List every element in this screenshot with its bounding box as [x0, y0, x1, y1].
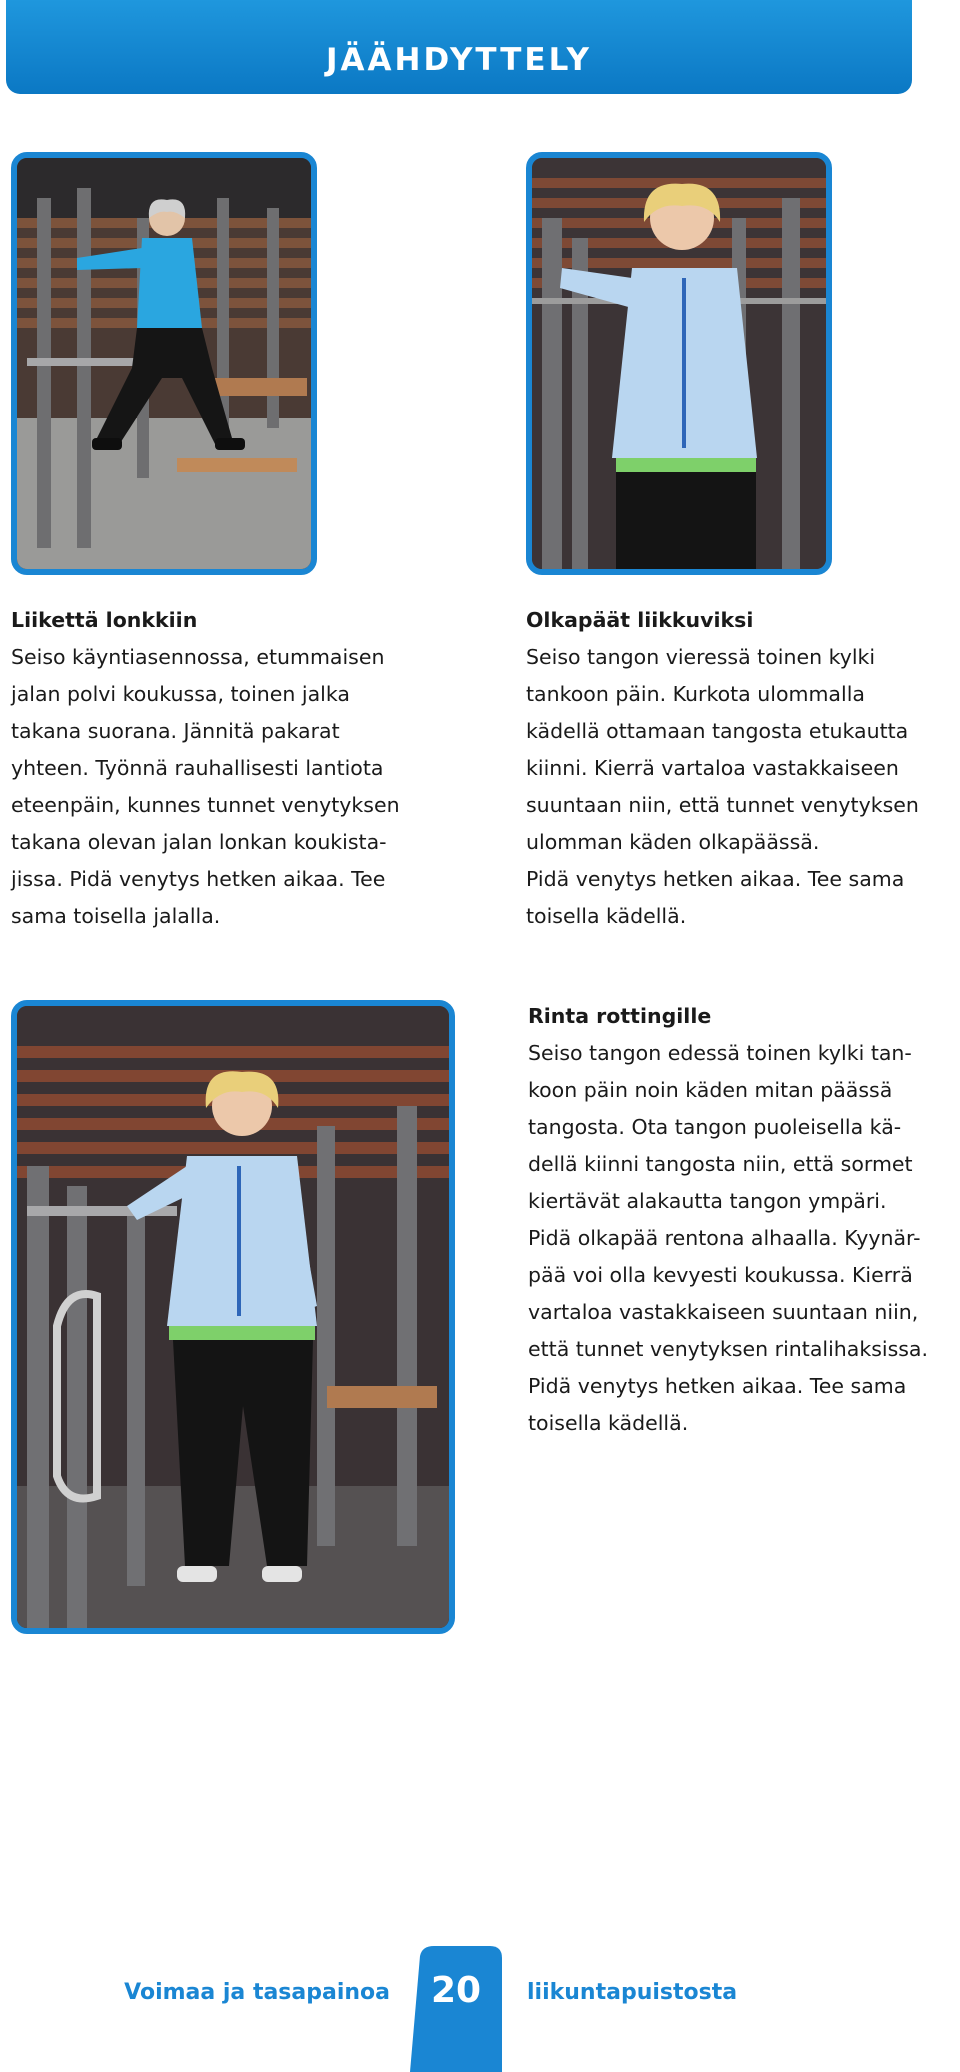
- header-banner: [6, 0, 912, 94]
- photo-chest-stretch-illustration: [17, 1006, 449, 1628]
- page-number: 20: [430, 1970, 482, 2011]
- page-title: JÄÄHDYTTELY: [326, 42, 592, 78]
- section-title: Olkapäät liikkuviksi: [526, 608, 754, 632]
- section-hip-stretch: [11, 602, 481, 935]
- section-title: Liikettä lonkkiin: [11, 608, 198, 632]
- footer-title-right: liikuntapuistosta: [527, 1980, 738, 2005]
- footer-title-left: Voimaa ja tasapainoa: [124, 1980, 390, 2005]
- photo-shoulder-stretch-illustration: [532, 158, 826, 569]
- photo-hip-stretch: [11, 152, 317, 575]
- section-body: Seiso tangon vieressä toinen kylki tankoon päin. Kurkota ulommalla kädellä ottamaan tangosta etukautta kiinni. Kierrä vartaloa vastakkaiseen suuntaan niin, että tunnet venytyksen ulomman käden olkapäässä. Pidä venytys hetken aikaa. Tee sama toisella kädellä.: [526, 645, 919, 928]
- section-shoulder-stretch: [526, 602, 956, 935]
- photo-shoulder-stretch: [526, 152, 832, 575]
- photo-hip-stretch-illustration: [17, 158, 311, 569]
- section-body: Seiso tangon edessä toinen kylki tan- koon päin noin käden mitan päässä tangosta. Ota tangon puoleisella kä- dellä kiinni tangosta niin, että sormet kiertävät alakautta tangon ympäri. Pidä olkapää rentona alhaalla. Kyynär- pää voi olla kevyesti koukussa. Kierrä vartaloa vastakkaiseen suuntaan niin, että tunnet venytyksen rintalihaksissa. Pidä venytys hetken aikaa. Tee sama toisella kädellä.: [528, 1041, 929, 1435]
- section-body: Seiso käyntiasennossa, etummaisen jalan polvi koukussa, toinen jalka takana suorana. Jännitä pakarat yhteen. Työnnä rauhallisesti lantiota eteenpäin, kunnes tunnet venytyksen takana olevan jalan lonkan koukista- jissa. Pidä venytys hetken aikaa. Tee sama toisella jalalla.: [11, 645, 400, 928]
- section-title: Rinta rottingille: [528, 1004, 712, 1028]
- section-chest-stretch: [528, 998, 958, 1442]
- photo-chest-stretch: [11, 1000, 455, 1634]
